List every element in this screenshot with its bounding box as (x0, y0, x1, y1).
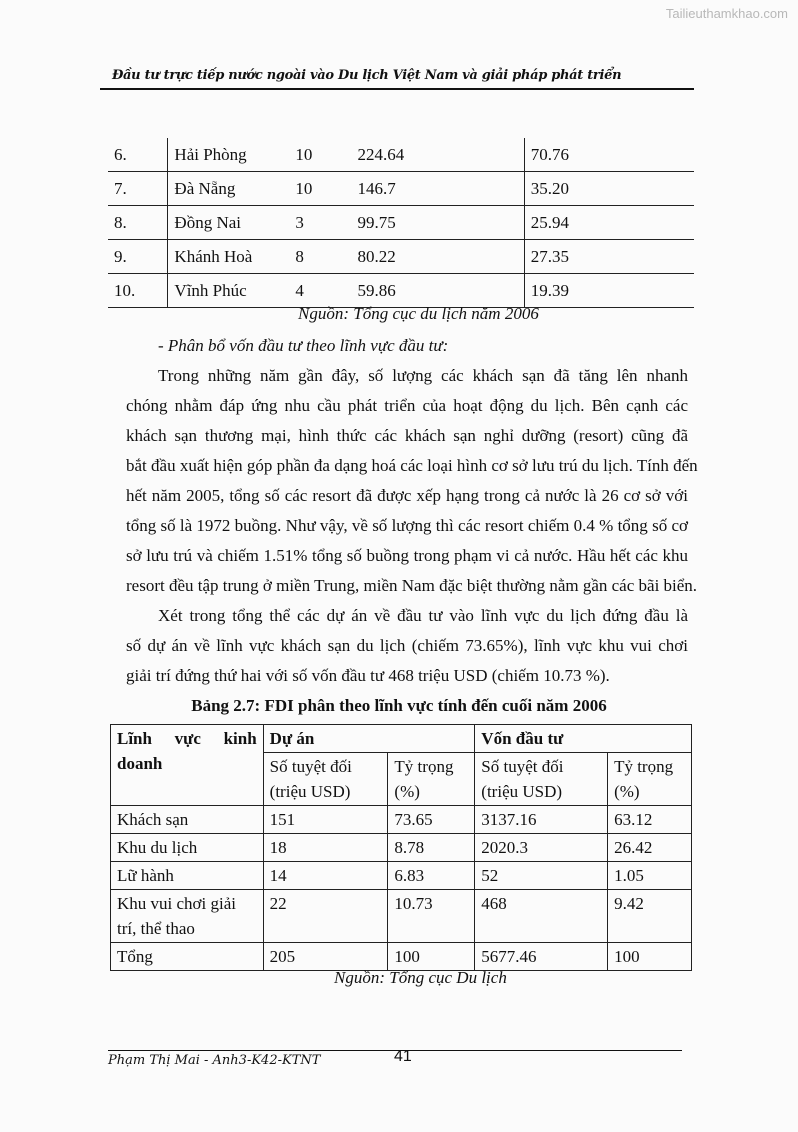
subheader-abs: Số tuyệt đối (triệu USD) (475, 753, 608, 806)
text-line: bắt đầu xuất hiện góp phần đa dạng hoá các loại hình cơ sở lưu trú du lịch. Tính đến (126, 456, 698, 475)
table-cell: 80.22 (352, 240, 525, 274)
table-row (108, 172, 694, 206)
table-cell: 19.39 (524, 274, 694, 308)
table-cell: Đồng Nai (168, 206, 289, 240)
table-cell: 7. (108, 172, 168, 206)
table-row (108, 206, 694, 240)
subheading: - Phân bổ vốn đầu tư theo lĩnh vực đầu tư: (158, 336, 449, 355)
table-cell: 52 (475, 862, 608, 890)
table-cell: 6.83 (388, 862, 475, 890)
table-row (111, 834, 692, 862)
table-cell: 6. (108, 138, 168, 172)
subheader-abs: Số tuyệt đối (triệu USD) (263, 753, 388, 806)
table-cell: Khu vui chơi giải trí, thể thao (111, 890, 264, 943)
table-cell: 22 (263, 890, 388, 943)
header-capital: Vốn đầu tư (475, 725, 692, 753)
table-cell: 8.78 (388, 834, 475, 862)
page-number: 41 (394, 1048, 412, 1065)
table-cell: 73.65 (388, 806, 475, 834)
text-line: tổng số là 1972 buồng. Như vậy, về số lượng thì các resort chiếm 0.4 % tổng số cơ (126, 516, 688, 535)
text-line: khách sạn thương mại, hình thức các khách sạn nghỉ dưỡng (resort) cũng đã (126, 426, 688, 445)
table-cell: 10 (289, 172, 351, 206)
table1-source: Nguồn: Tổng cục du lịch năm 2006 (298, 304, 539, 323)
table-cell: Khánh Hoà (168, 240, 289, 274)
table-cell: 224.64 (352, 138, 525, 172)
table-cell: 10. (108, 274, 168, 308)
header-projects: Dự án (263, 725, 475, 753)
province-fdi-table (108, 138, 694, 308)
table2-source: Nguồn: Tổng cục Du lịch (334, 968, 507, 987)
table-cell: 63.12 (608, 806, 692, 834)
table-row (111, 943, 692, 971)
table-cell: 25.94 (524, 206, 694, 240)
text-line: giải trí đứng thứ hai với số vốn đầu tư 468 triệu USD (chiếm 10.73 %). (126, 666, 610, 685)
table-cell: 100 (388, 943, 475, 971)
text-line: số dự án về lĩnh vực khách sạn du lịch (chiếm 73.65%), lĩnh vực khu vui chơi (126, 636, 688, 655)
table-cell: 9.42 (608, 890, 692, 943)
footer-author: Phạm Thị Mai - Anh3-K42-KTNT (108, 1053, 321, 1068)
table-cell: 8. (108, 206, 168, 240)
table-cell: 146.7 (352, 172, 525, 206)
text-line: Xét trong tổng thể các dự án về đầu tư vào lĩnh vực du lịch đứng đầu là (158, 606, 688, 625)
table-cell: Vĩnh Phúc (168, 274, 289, 308)
text-line: chóng nhằm đáp ứng nhu cầu phát triển của hoạt động du lịch. Bên cạnh các (126, 396, 688, 415)
table-cell: 99.75 (352, 206, 525, 240)
table-cell: 3137.16 (475, 806, 608, 834)
table-row (111, 806, 692, 834)
table-cell: 8 (289, 240, 351, 274)
table-cell: 1.05 (608, 862, 692, 890)
watermark: Tailieuthamkhao.com (665, 6, 788, 21)
table-cell: 18 (263, 834, 388, 862)
text-line: Trong những năm gần đây, số lượng các khách sạn đã tăng lên nhanh (158, 366, 688, 385)
table-cell: 151 (263, 806, 388, 834)
table-row (108, 274, 694, 308)
sector-fdi-table (110, 724, 692, 971)
table-cell: 14 (263, 862, 388, 890)
table-cell: 205 (263, 943, 388, 971)
table-row (111, 862, 692, 890)
subheader-pct: Tỷ trọng (%) (608, 753, 692, 806)
table-cell: Khách sạn (111, 806, 264, 834)
text-line: sở lưu trú và chiếm 1.51% tổng số buồng trong phạm vi cả nước. Hầu hết các khu (126, 546, 688, 565)
table-cell: 26.42 (608, 834, 692, 862)
subheader-pct: Tỷ trọng (%) (388, 753, 475, 806)
header-rule (100, 88, 694, 90)
text-line: resort đều tập trung ở miền Trung, miền Nam đặc biệt thường nằm gần các bãi biển. (126, 576, 698, 595)
table-header-row (111, 725, 692, 753)
header-text: Lĩnh vực kinh doanh (117, 729, 257, 773)
table-cell: 9. (108, 240, 168, 274)
table-cell: Hải Phòng (168, 138, 289, 172)
table2-caption: Bảng 2.7: FDI phân theo lĩnh vực tính đến cuối năm 2006 (191, 696, 607, 715)
header-field (111, 725, 264, 806)
table-cell: 4 (289, 274, 351, 308)
running-header: Đầu tư trực tiếp nước ngoài vào Du lịch Việt Nam và giải pháp phát triển (112, 68, 622, 83)
text-line: hết năm 2005, tổng số các resort đã được xếp hạng trong cả nước là 26 cơ sở với (126, 486, 688, 505)
table-row (108, 138, 694, 172)
table-cell: 10.73 (388, 890, 475, 943)
table-cell: 5677.46 (475, 943, 608, 971)
table-cell: 100 (608, 943, 692, 971)
table-cell: Đà Nẵng (168, 172, 289, 206)
table-cell: 27.35 (524, 240, 694, 274)
table-cell: 3 (289, 206, 351, 240)
table-cell: 10 (289, 138, 351, 172)
table-cell: Khu du lịch (111, 834, 264, 862)
table-row (108, 240, 694, 274)
table-cell: Tổng (111, 943, 264, 971)
table-cell: 35.20 (524, 172, 694, 206)
table-cell: 468 (475, 890, 608, 943)
table-cell: 59.86 (352, 274, 525, 308)
table-row (111, 890, 692, 943)
table-cell: 2020.3 (475, 834, 608, 862)
table-cell: 70.76 (524, 138, 694, 172)
table-cell: Lữ hành (111, 862, 264, 890)
